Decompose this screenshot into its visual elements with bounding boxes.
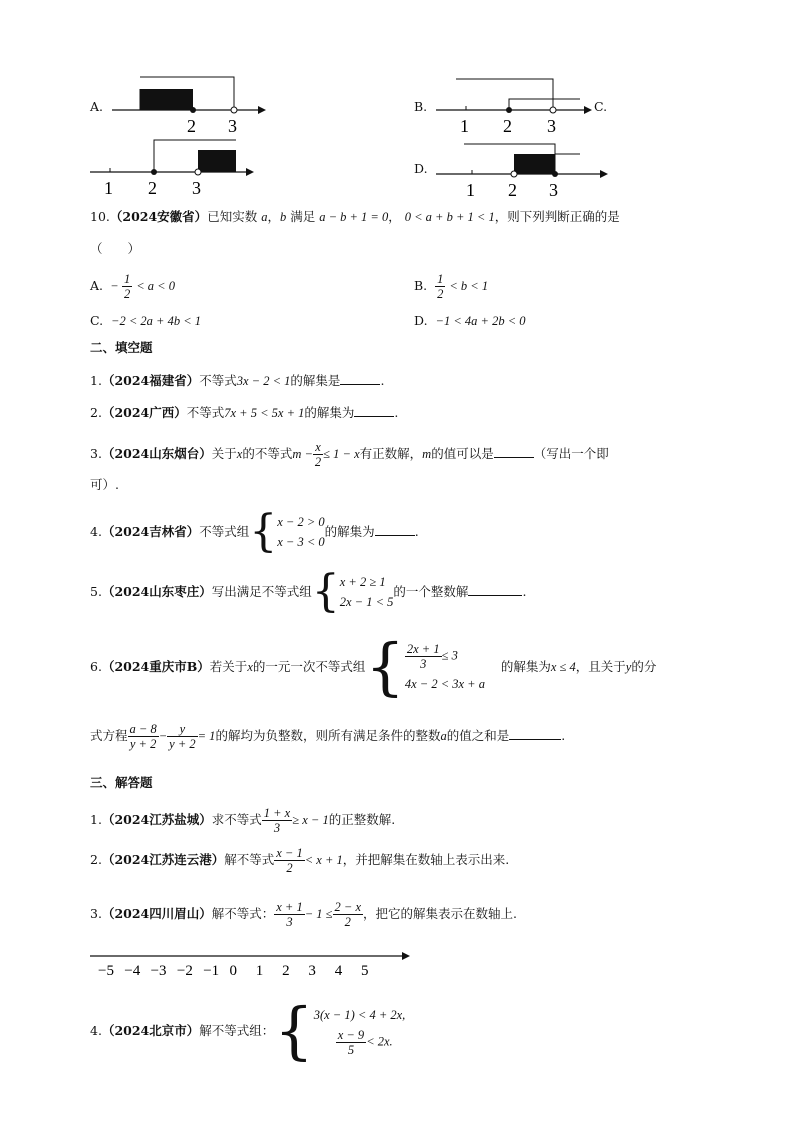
question-10: 10.（2024安徽省）已知实数 a，b 满足 a − b + 1 = 0， 0 < a + b + 1 < 1，则下列判断正确的是 — [90, 209, 620, 224]
tick-label: 3 — [192, 178, 201, 198]
fill-question-4: 4.（2024吉林省）不等式组{ x − 2 > 0 x − 3 < 0 的解集为 . — [90, 506, 419, 557]
answer-blank[interactable] — [468, 583, 522, 596]
answer-blank[interactable] — [509, 727, 561, 740]
option-d-number-line — [434, 134, 614, 200]
blank-number-line — [88, 944, 418, 980]
q10-option-a: A. − $\frac{1}{2}$ < a < 0 — [90, 272, 175, 301]
axis-tick-label: −5 — [98, 963, 114, 979]
solve-question-4: 4.（2024北京市）解不等式组：{ 3(x − 1) < 4 + 2x, $\frac{x - 9}{5}$ < 2x. — [90, 994, 406, 1067]
answer-parentheses: （ ） — [90, 241, 141, 256]
system-brace: { — [274, 994, 314, 1067]
axis-tick-label: −2 — [176, 963, 193, 979]
solve-question-1: 1.（2024江苏盐城）求不等式 $\frac{1 + x}{3}$ ≥ x − 1的正整数解. — [90, 806, 396, 835]
tick-label: 3 — [228, 116, 237, 136]
tick-label: 1 — [104, 178, 113, 198]
option-c-label: C. — [594, 99, 608, 114]
fill-question-5: 5.（2024山东枣庄）写出满足不等式组{ x + 2 ≥ 1 2x − 1 < 5 的一个整数解 . — [90, 566, 527, 617]
q10-option-d: D. −1 < 4a + 2b < 0 — [414, 313, 526, 328]
tick-label: 2 — [503, 116, 512, 136]
axis-tick-label: 2 — [282, 963, 290, 979]
answer-blank[interactable] — [354, 404, 394, 417]
fill-question-3: 3.（2024山东烟台）关于x的不等式m − $\frac{x}{2}$ ≤ 1 − x有正数解，m的值可以是 （写出一个即 — [90, 440, 609, 469]
fill-question-2: 2.（2024广西）不等式7x + 5 < 5x + 1的解集为 . — [90, 405, 399, 420]
section-title: 三、解答题 — [90, 775, 153, 790]
system-brace: { — [311, 566, 340, 617]
solve-question-3: 3.（2024四川眉山）解不等式： $\frac{x + 1}{3}$ − 1 ≤ $\frac{2 - x}{2}$ ，把它的解集表示在数轴上. — [90, 900, 517, 929]
option-b-label: B. — [414, 99, 428, 114]
axis-tick-label: 1 — [255, 963, 264, 979]
q10-option-c: C. −2 < 2a + 4b < 1 — [90, 313, 202, 328]
axis-tick-label: −1 — [203, 963, 220, 979]
tick-label: 2 — [508, 180, 517, 200]
axis-tick-label: −3 — [150, 963, 167, 979]
q10-option-b: B. $\frac{1}{2}$ < b < 1 — [414, 272, 489, 301]
fill-question-6-continued: 式方程 $\frac{a - 8}{y + 2}$ − $\frac{y}{y + 2}$ = 1的解均为负整数，则所有满足条件的整数a的值之和是 . — [90, 722, 566, 751]
solve-question-2: 2.（2024江苏连云港）解不等式 $\frac{x - 1}{2}$ < x + 1，并把解集在数轴上表示出来. — [90, 846, 510, 875]
system-brace: { — [249, 506, 278, 557]
axis-tick-label: −4 — [124, 963, 141, 979]
option-a-number-line — [110, 70, 270, 140]
option-a-label: A. — [90, 99, 104, 114]
axis-tick-label: 3 — [308, 963, 316, 979]
option-b-number-line — [434, 70, 614, 140]
fill-question-1: 1.（2024福建省）不等式3x − 2 < 1的解集是 . — [90, 373, 385, 388]
tick-label: 3 — [549, 180, 558, 200]
answer-blank[interactable] — [375, 523, 415, 536]
axis-tick-label: 0 — [229, 963, 237, 979]
answer-blank[interactable] — [340, 372, 380, 385]
option-c-number-line — [88, 134, 258, 200]
tick-label: 3 — [547, 116, 556, 136]
axis-tick-label: 4 — [334, 963, 343, 979]
system-brace: { — [365, 630, 405, 703]
tick-label: 1 — [466, 180, 475, 200]
section-title: 二、填空题 — [90, 340, 153, 355]
tick-label: 1 — [460, 116, 469, 136]
tick-label: 2 — [148, 178, 157, 198]
axis-tick-label: 5 — [361, 963, 369, 979]
fill-question-6: 6.（2024重庆市B）若关于x的一元一次不等式组{ $\frac{2x + 1}{3}$ ≤ 3 4x − 2 < 3x + a 的解集为x ≤ 4，且关于y的分 — [90, 630, 657, 703]
tick-label: 2 — [187, 116, 196, 136]
option-d-label: D. — [414, 161, 428, 176]
fill-question-3-continued: 可）. — [90, 477, 119, 492]
answer-blank[interactable] — [494, 445, 534, 458]
